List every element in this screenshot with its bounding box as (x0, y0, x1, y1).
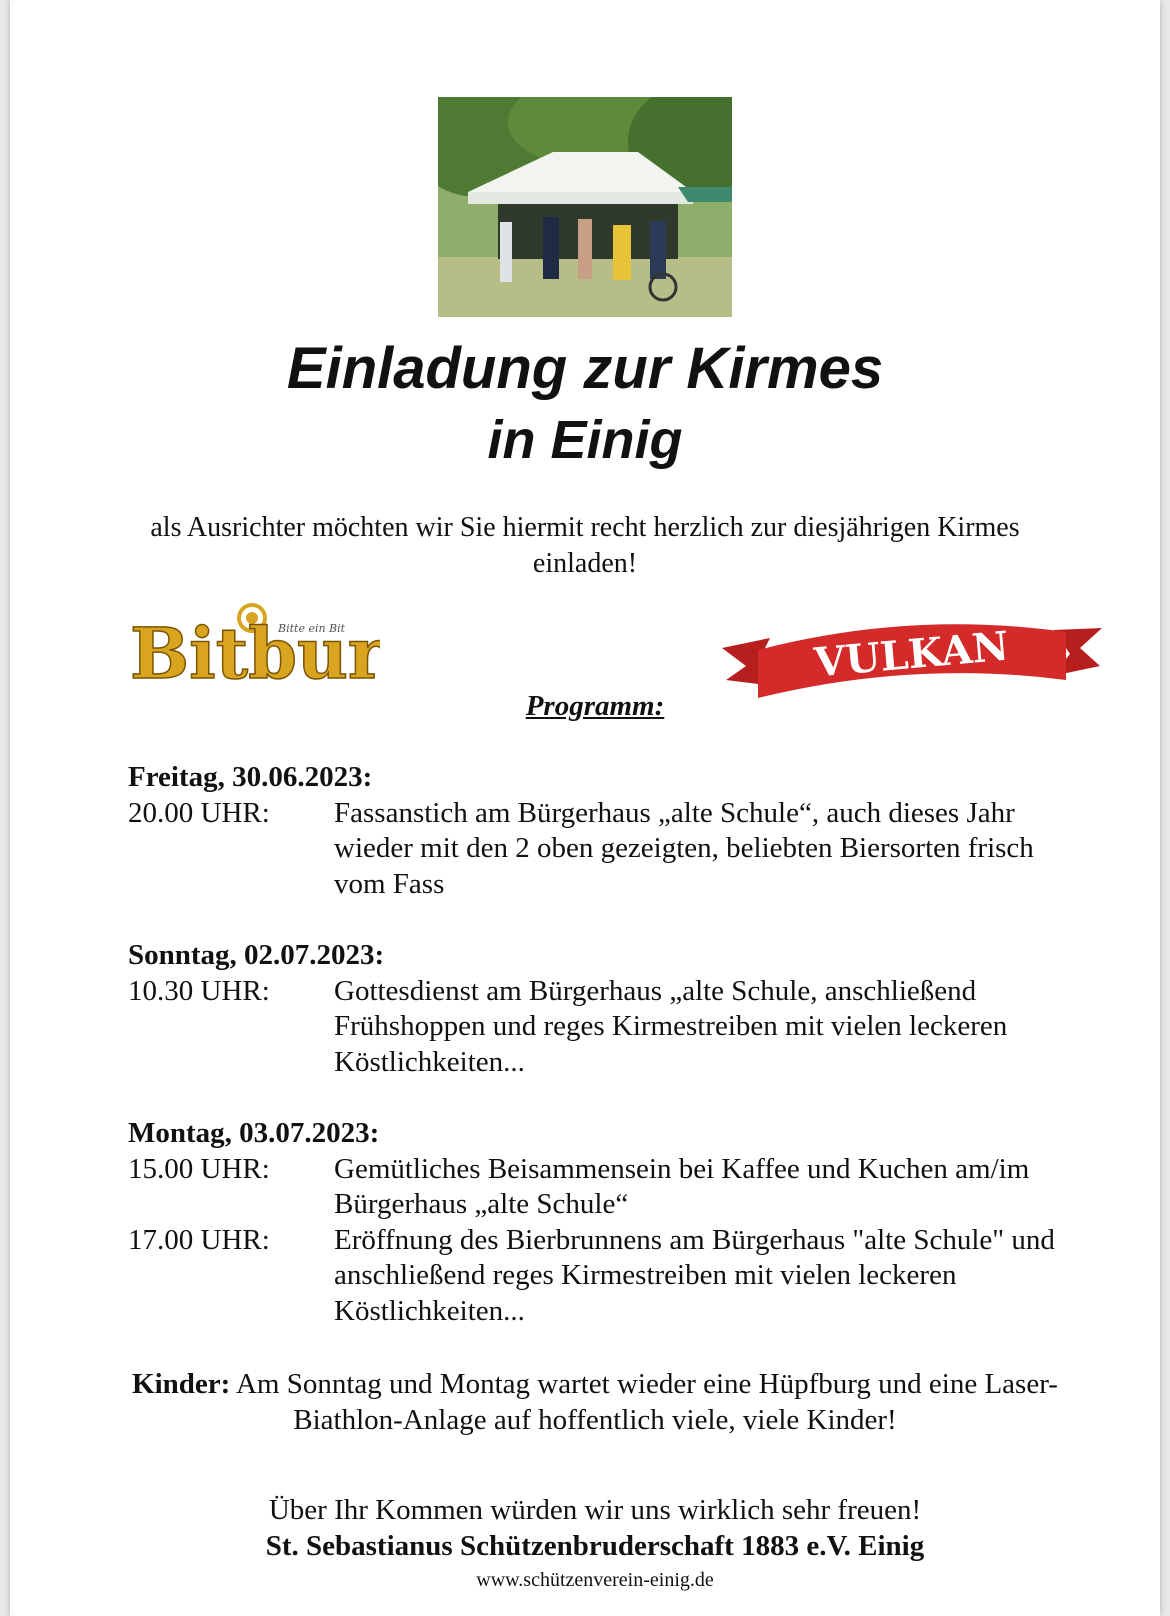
event-description: Gottesdienst am Bürgerhaus „alte Schule, anschließend Frühshoppen und reges Kirmestreiben mit vielen leckeren Köstlichkeiten... (334, 974, 1008, 1078)
program-heading: Programm: (525, 690, 665, 722)
closing-text: Über Ihr Kommen würden wir uns wirklich sehr freuen! (268, 1494, 922, 1526)
bitburger-wordmark: Bitbur (130, 612, 380, 695)
page-title: Einladung zur Kirmes (286, 336, 884, 401)
page-subtitle: in Einig (487, 410, 683, 470)
organization-name: St. Sebastianus Schützenbruderschaft 1883 e.V. Einig (265, 1530, 925, 1562)
day-friday (128, 760, 1078, 902)
kids-note (130, 1367, 1060, 1438)
festival-tent-photo (438, 97, 732, 317)
website-link[interactable]: www.schützenverein-einig.de (476, 1569, 714, 1591)
schedule-event (128, 1152, 1078, 1223)
event-time: 15.00 UHR: (128, 1152, 270, 1185)
kids-label: Kinder: (132, 1368, 231, 1400)
event-time: 20.00 UHR: (128, 796, 270, 829)
kids-text: Am Sonntag und Montag wartet wieder eine Hüpfburg und eine Laser-Biathlon-Anlage auf hoffentlich viele, viele Kinder! (235, 1368, 1058, 1436)
event-time: 10.30 UHR: (128, 974, 270, 1007)
bitburger-tagline: Bitte ein Bit (278, 622, 346, 635)
schedule-event (128, 1223, 1078, 1330)
day-title: Montag, 03.07.2023: (128, 1117, 380, 1149)
schedule-event (128, 796, 1078, 903)
intro-text: als Ausrichter möchten wir Sie hiermit recht herzlich zur diesjährigen Kirmes einladen! (150, 512, 1020, 579)
vulkan-wordmark: VULKAN (812, 622, 1011, 687)
tent-photo-illustration (438, 97, 732, 317)
bitburger-logo (130, 590, 380, 700)
day-sunday (128, 938, 1078, 1080)
event-description: Eröffnung des Bierbrunnens am Bürgerhaus "alte Schule" und anschließend reges Kirmestreiben mit vielen leckeren Köstlichkeiten... (334, 1223, 1055, 1327)
event-time: 17.00 UHR: (128, 1223, 270, 1256)
day-title: Freitag, 30.06.2023: (128, 761, 373, 793)
event-description: Gemütliches Beisammensein bei Kaffee und Kuchen am/im Bürgerhaus „alte Schule“ (334, 1152, 1030, 1220)
event-description: Fassanstich am Bürgerhaus „alte Schule“, auch dieses Jahr wieder mit den 2 oben gezeigten, beliebten Biersorten frisch vom Fass (334, 796, 1034, 900)
program-schedule (128, 760, 1078, 1365)
day-monday (128, 1116, 1078, 1329)
day-title: Sonntag, 02.07.2023: (128, 939, 385, 971)
schedule-event (128, 974, 1078, 1081)
flyer-page (10, 0, 1160, 1616)
